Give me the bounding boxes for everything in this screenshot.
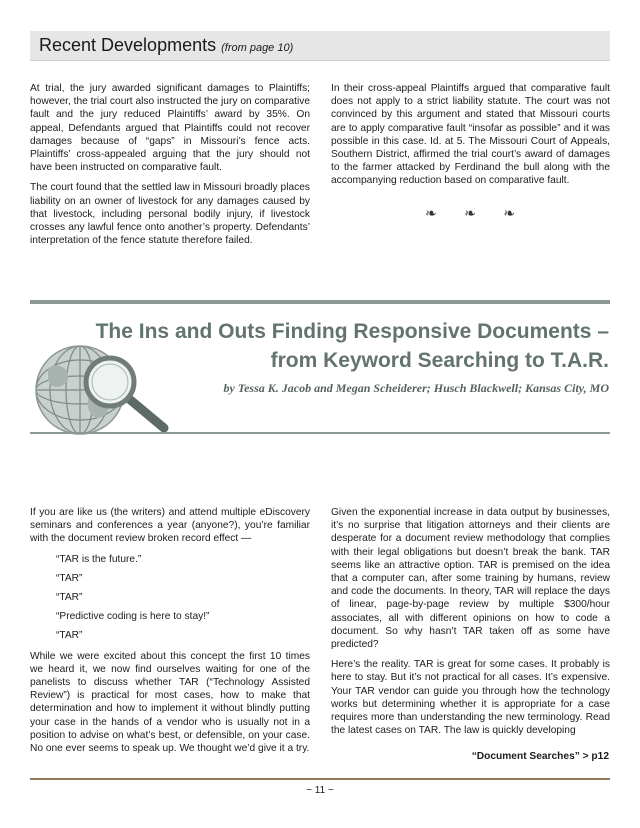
paragraph: Given the exponential increase in data output by businesses, it’s no surprise that litigation attorneys and their clients are desperate for a document review methodology that complies with their legal obligations but doesn’t break the bank. TAR seems like an attractive option. TAR is premised on the idea that a computer can, after some training by humans, review and code the documents. In theory, TAR will replace the days of linear, page-by-page review by multiple $300/hour associates, all with different opinions on how to code a document. So why hasn’t TAR taken off as some have predicted? <box>331 507 610 651</box>
paragraph: While we were excited about this concept the first 10 times we heard it, we now find ourselves waiting for one of the panelists to discuss whether TAR (“Technology Assisted Review”) is practical for most cases, how to make that determination and how to implement it without blindly putting your case in the hands of a vendor who is usually not in a position to advise on what’s best, or defensible, on your case. No one ever seems to speak up. We thought we’d give it a try. <box>30 650 310 755</box>
banner-title <box>39 35 293 56</box>
section-banner <box>30 31 610 61</box>
article-bottom-rule <box>30 432 610 434</box>
fleuron-icon: ❧ <box>425 205 437 221</box>
banner-subtitle: (from page 10) <box>221 42 294 54</box>
bottom-right-column <box>331 506 610 744</box>
continued-link[interactable]: “Document Searches” > p12 <box>471 751 609 762</box>
banner-title-text: Recent Developments <box>39 35 217 55</box>
quote-item: “TAR” <box>56 630 83 642</box>
article-title-line-2: from Keyword Searching to T.A.R. <box>270 349 609 372</box>
top-left-column <box>30 82 310 254</box>
section-end-ornaments <box>425 205 515 222</box>
article-top-rule <box>30 300 610 304</box>
bottom-left-column <box>30 506 310 762</box>
quote-item: “TAR is the future.” <box>56 553 142 565</box>
article-title-line-1: The Ins and Outs Finding Responsive Documents – <box>95 320 609 343</box>
article-byline: by Tessa K. Jacob and Megan Scheiderer; Husch Blackwell; Kansas City, MO <box>223 381 609 395</box>
fleuron-icon: ❧ <box>503 205 515 221</box>
quote-item: “Predictive coding is here to stay!” <box>56 611 210 623</box>
paragraph: At trial, the jury awarded significant damages to Plaintiffs; however, the trial court also instructed the jury on comparative fault and the jury reduced Plaintiffs’ award by 35%. On appeal, Defendants argued that Plaintiffs could not recover damages because of “gaps” in Missouri’s fence acts. Plaintiffs’ cross-appealed arguing that the jury should not have been instructed on comparative fault. <box>30 83 310 174</box>
paragraph: Here’s the reality. TAR is great for some cases. It probably is here to stay. But it’s not practical for all cases. It’s expensive. Your TAR vendor can guide you through how the technology works but determining whether it is appropriate for a case requires more than understanding the new terminology. Read the latest cases on TAR. The law is quickly developing <box>331 659 610 737</box>
paragraph: The court found that the settled law in Missouri broadly places liability on an owner of livestock for any damages caused by that livestock, including personal bodily injury, if livestock crosses any lawful fence onto another’s property. Defendants’ interpretation of the fence statute therefore failed. <box>30 182 310 247</box>
paragraph: If you are like us (the writers) and attend multiple eDiscovery seminars and conferences a year (anyone?), you’re familiar with the document review broken record effect — <box>30 507 310 545</box>
footer-rule <box>30 778 610 780</box>
quote-list <box>56 553 310 643</box>
page-number: ~ 11 ~ <box>306 785 334 796</box>
quote-item: “TAR” <box>56 592 83 604</box>
paragraph: In their cross-appeal Plaintiffs argued that comparative fault does not apply to a strict liability statute. The court was not convinced by this argument and stated that Missouri courts are to apply comparative fault “insofar as possible” and it was possible in this case. Id. at 5. The Missouri Court of Appeals, Southern District, affirmed the trial court’s award of damages to the farmer attacked by Ferdinand the bull along with the accompanying reduction based on comparative fault. <box>331 83 610 187</box>
quote-item: “TAR” <box>56 572 83 584</box>
top-right-column <box>331 82 610 195</box>
fleuron-icon: ❧ <box>464 205 476 221</box>
